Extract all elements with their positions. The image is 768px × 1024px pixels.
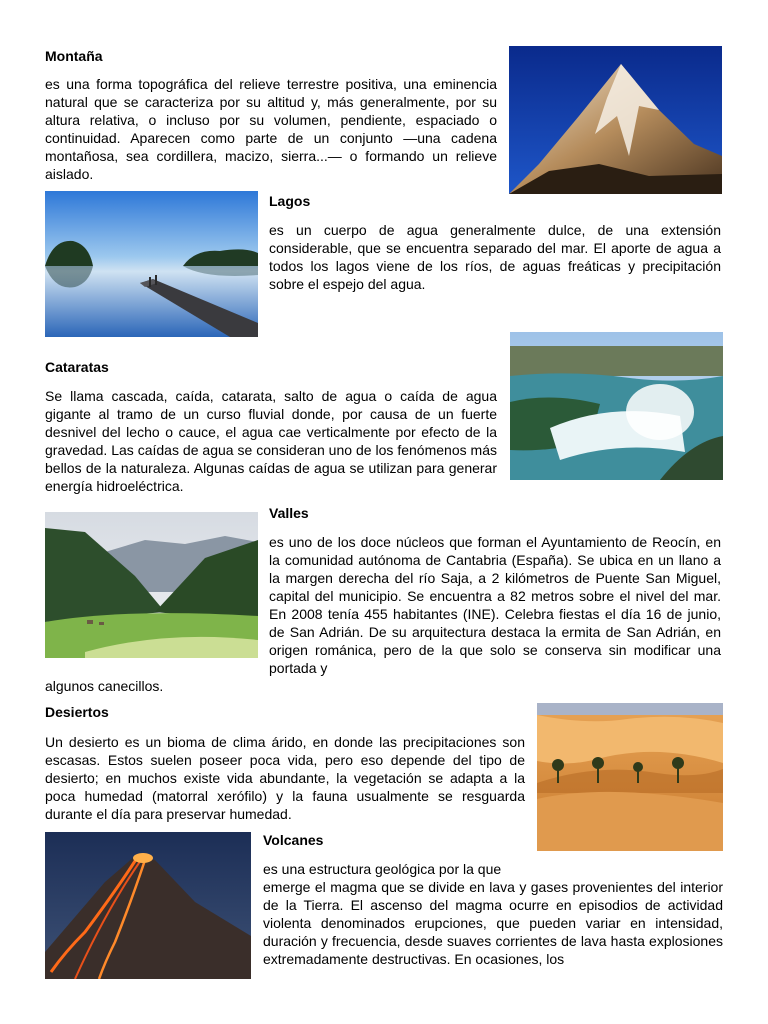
text-montana: es una forma topográfica del relieve terrestre positiva, una eminencia natural que se caracteriza por su altitud y, más generalmente, por su altura relativa, o incluso por su volumen, pendiente, espaciado o continuidad. Aparecen como parte de un conjunto —una cadena montañosa, sea cordillera, macizo, sierra...— o formando un relieve aislado. [45, 76, 497, 182]
title-volcanes: Volcanes [263, 832, 324, 848]
text-desiertos: Un desierto es un bioma de clima árido, en donde las precipitaciones son escasas. Estos suelen poseer poca vida, pero eso depende del tipo de desierto; en muchos existe vida abundante, la vegetación se adapta a la poca humedad (matorral xerófilo) y la fauna usualmente se resguarda durante el día para preservar humedad. [45, 734, 525, 822]
desert-dunes-photo [537, 703, 723, 851]
text-valles: es uno de los doce núcleos que forman el Ayuntamiento de Reocín, en la comunidad autónoma de Cantabria (España). Se ubica en un llano a la margen derecha del río Saja, a 2 kilómetros de Puente San Miguel, capital del municipio. Se encuentra a 82 metros sobre el nivel del mar. En 2008 tenía 455 habitantes (INE). Celebra fiestas el día 16 de junio, de San Adrián. De su arquitectura destaca la ermita de San Adrián, en origen románica, pero de la que solo se conserva sin modificar una portada y [269, 534, 721, 676]
title-montana: Montaña [45, 48, 103, 64]
text-volcanes: emerge el magma que se divide en lava y gases provenientes del interior de la Tierra. El ascenso del magma ocurre en episodios de actividad violenta denominados erupciones, que pueden variar en intensidad, duración y frecuencia, desde suaves corrientes de lava hasta explosiones extremadamente destructivas. En ocasiones, los [263, 879, 723, 967]
title-valles: Valles [269, 505, 309, 521]
title-lagos: Lagos [269, 193, 311, 209]
title-cataratas: Cataratas [45, 359, 109, 375]
lake-pier-photo [45, 191, 258, 337]
text-volcanes-first: es una estructura geológica por la que [263, 861, 502, 877]
text-valles-end: algunos canecillos. [45, 678, 164, 694]
text-lagos: es un cuerpo de agua generalmente dulce, de una extensión considerable, que se encuentra separado del mar. El aporte de agua a todos los lagos viene de los ríos, de aguas freáticas y precipitación sobre el espejo del agua. [269, 222, 721, 292]
mountain-peak-photo [509, 46, 722, 194]
title-desiertos: Desiertos [45, 704, 109, 720]
volcano-eruption-photo [45, 832, 251, 979]
valley-photo [45, 512, 258, 658]
text-cataratas: Se llama cascada, caída, catarata, salto de agua o caída de agua gigante al tramo de un curso fluvial donde, por causa de un fuerte desnivel del lecho o cauce, el agua cae verticalmente por efecto de la gravedad. Las caídas de agua se consideran uno de los fenómenos más bellos de la naturaleza. Algunas caídas de agua se utilizan para generar energía hidroeléctrica. [45, 388, 497, 494]
waterfall-photo [510, 332, 723, 480]
